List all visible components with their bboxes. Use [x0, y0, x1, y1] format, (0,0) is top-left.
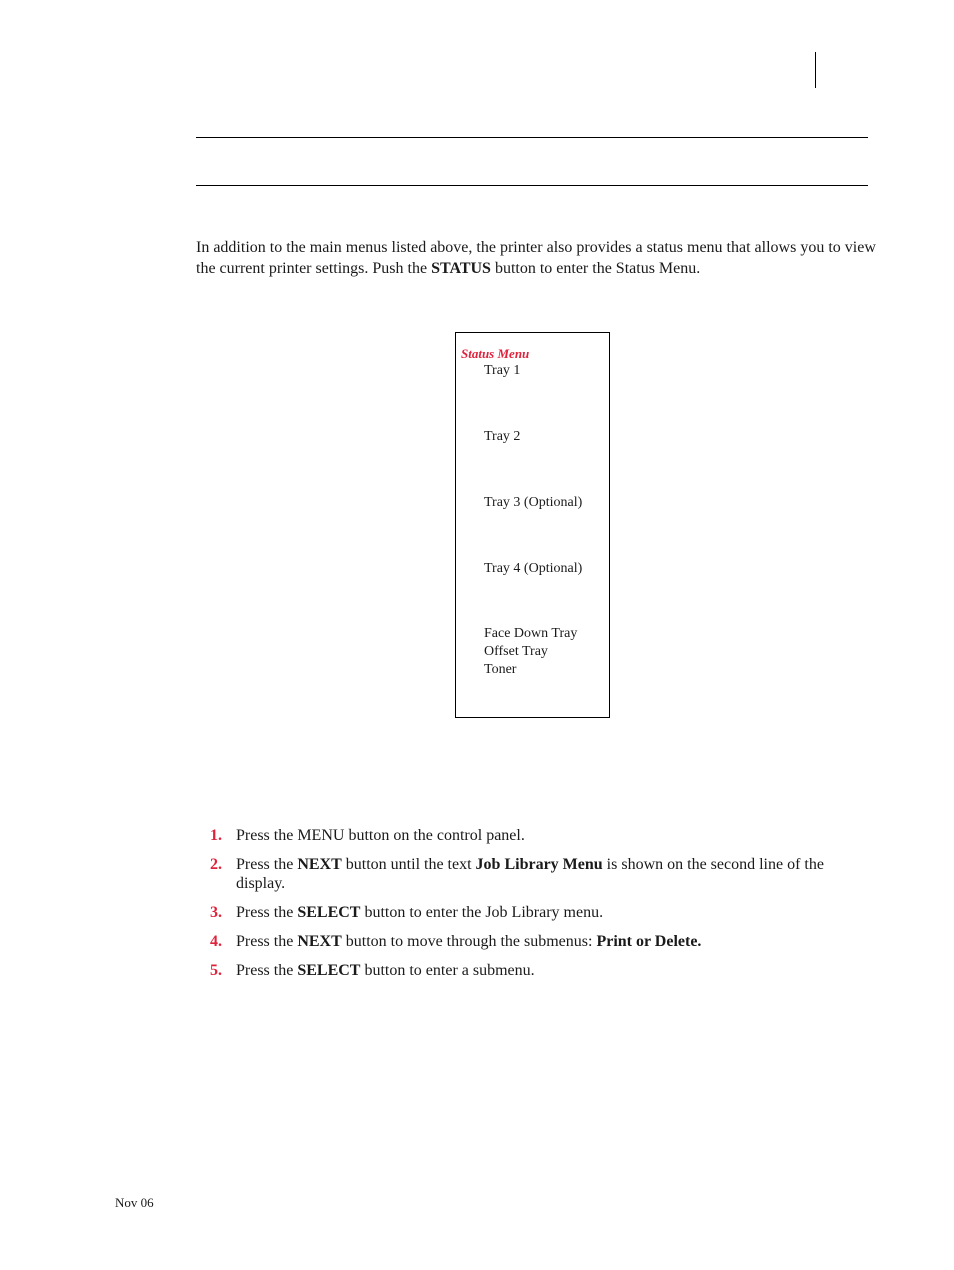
step-text: button to enter the Job Library menu.: [360, 904, 604, 921]
section-rule-bottom: [196, 185, 868, 186]
step-bold: Print or Delete.: [596, 933, 702, 950]
step-number: 4.: [210, 933, 222, 950]
step-bold: NEXT: [297, 856, 342, 873]
step-bold: SELECT: [297, 962, 361, 979]
menu-item-tray-2: Tray 2: [484, 429, 521, 444]
step-text: button to enter a submenu.: [360, 962, 535, 979]
footer-date: Nov 06: [115, 1195, 154, 1210]
step-text: Press the MENU button on the control panel.: [236, 827, 525, 844]
intro-paragraph: [196, 237, 876, 279]
step-text: button to move through the submenus:: [341, 933, 597, 950]
intro-text-1: In addition to the main menus listed above, the printer also provides a status menu that allows you to view the current printer settings. Push the: [196, 239, 876, 277]
step-number: 2.: [210, 856, 222, 873]
step-item: [210, 961, 870, 980]
step-number: 5.: [210, 962, 222, 979]
step-number: 1.: [210, 827, 222, 844]
step-text: Press the: [236, 904, 298, 921]
intro-text-2: button to enter the Status Menu.: [490, 260, 701, 277]
status-menu-diagram: [455, 332, 610, 718]
menu-item-tray-3: Tray 3 (Optional): [484, 495, 583, 510]
menu-item-offset-tray: Offset Tray: [484, 644, 548, 659]
menu-item-toner: Toner: [484, 662, 517, 677]
step-text: button until the text: [341, 856, 476, 873]
step-item: [210, 932, 870, 951]
step-bold: NEXT: [297, 933, 342, 950]
step-number: 3.: [210, 904, 222, 921]
steps-list: [210, 826, 870, 990]
step-item: [210, 903, 870, 922]
step-bold: SELECT: [297, 904, 361, 921]
step-text: Press the: [236, 933, 298, 950]
menu-item-tray-4: Tray 4 (Optional): [484, 561, 583, 576]
section-rule-top: [196, 137, 868, 138]
menu-item-tray-1: Tray 1: [484, 363, 521, 378]
step-text: Press the: [236, 856, 298, 873]
intro-status-label: STATUS: [431, 260, 491, 277]
status-menu-title: Status Menu: [461, 346, 530, 361]
step-item: [210, 826, 870, 845]
step-item: [210, 855, 870, 893]
change-bar: [815, 52, 816, 88]
step-text: Press the: [236, 962, 298, 979]
step-bold: Job Library Menu: [475, 856, 603, 873]
menu-item-face-down-tray: Face Down Tray: [484, 626, 578, 641]
step-text: is shown on the second line of the display.: [236, 856, 824, 892]
